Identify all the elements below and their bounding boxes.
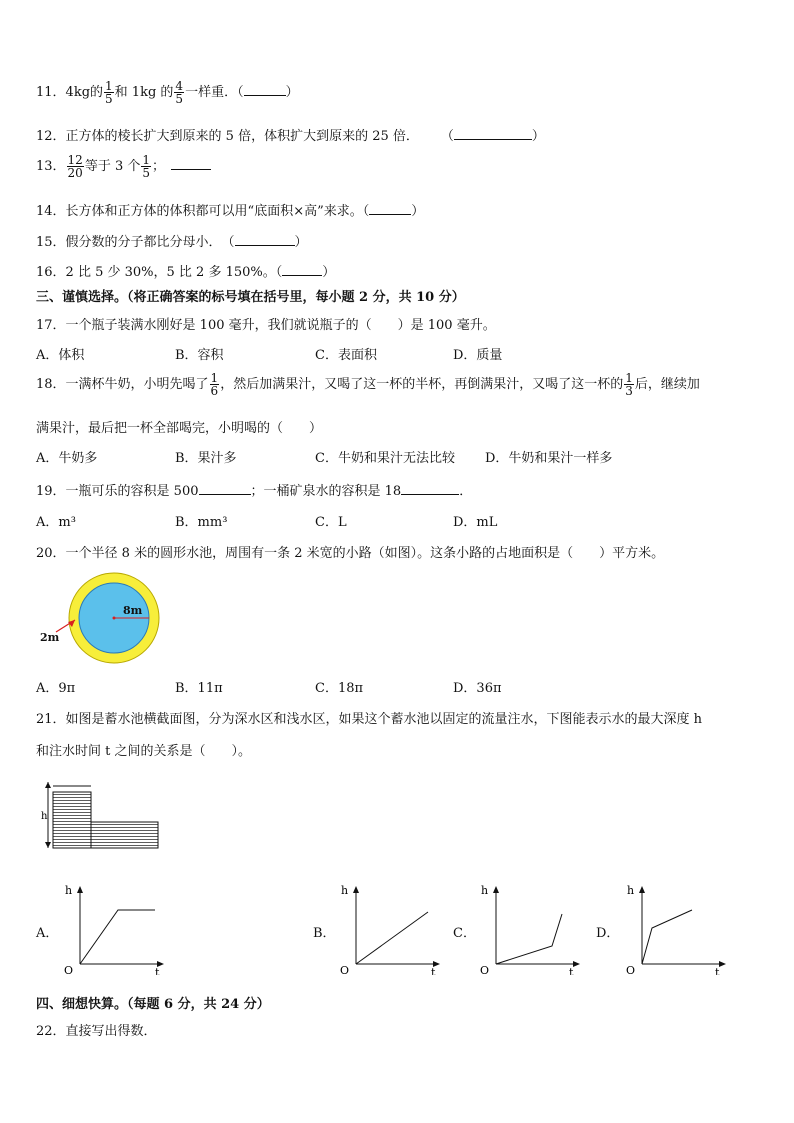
graph-b[interactable] — [336, 880, 446, 975]
svg-text:h: h — [341, 884, 349, 897]
question-17: 17．一个瓶子装满水刚好是 100 毫升，我们就说瓶子的（ ）是 100 毫升。 — [36, 318, 496, 333]
svg-text:h: h — [41, 811, 48, 822]
svg-text:h: h — [627, 884, 635, 897]
option-a[interactable]: A．体积 — [36, 348, 85, 363]
fraction-1-6: $\frac{1}{6}$ — [210, 371, 219, 398]
graph-d[interactable] — [622, 880, 732, 975]
question-22: 22．直接写出得数． — [36, 1024, 157, 1039]
question-20: 20．一个半径 8 米的圆形水池，周围有一条 2 米宽的小路（如图）。这条小路的占地面积是（ ）平方米。 — [36, 546, 665, 561]
answer-blank[interactable] — [282, 264, 322, 276]
svg-text:h: h — [65, 884, 73, 897]
question-21: 21．如图是蓄水池横截面图，分为深水区和浅水区，如果这个蓄水池以固定的流量注水，下图能表示水的最大深度 h — [36, 712, 703, 727]
radius-label: 8m — [123, 604, 143, 617]
option-a[interactable]: A．9π — [36, 681, 76, 696]
section-4-heading: 四、细想快算。（每题 6 分，共 24 分） — [36, 997, 270, 1012]
option-d[interactable]: D．36π — [453, 681, 502, 696]
option-b[interactable]: B．果汁多 — [175, 451, 237, 466]
fraction-1-3: $\frac{1}{3}$ — [625, 371, 633, 398]
answer-blank[interactable] — [199, 483, 251, 495]
svg-text:O: O — [626, 964, 636, 975]
option-b[interactable]: B．mm³ — [175, 515, 228, 530]
graph-c[interactable] — [476, 880, 586, 975]
pond-diagram — [30, 570, 170, 670]
question-12: 12．正方体的棱长扩大到原来的 5 倍，体积扩大到原来的 25 倍． （ ） — [36, 129, 545, 144]
graph-b-line — [356, 912, 428, 964]
option-c[interactable]: C．表面积 — [315, 348, 377, 363]
svg-text:O: O — [340, 964, 350, 975]
option-c[interactable]: C．牛奶和果汁无法比较 — [315, 451, 455, 466]
fraction-1-5: $\frac{1}{5}$ — [105, 79, 113, 106]
question-16: 16．2 比 5 少 30%，5 比 2 多 150%。（ ） — [36, 265, 336, 280]
svg-text:t: t — [715, 966, 720, 975]
question-18-line2: 满果汁，最后把一杯全部喝完，小明喝的（ ） — [36, 421, 323, 436]
reservoir-cross-section — [40, 778, 165, 853]
answer-blank[interactable] — [454, 128, 532, 140]
answer-blank[interactable] — [171, 158, 211, 170]
option-c[interactable]: C．L — [315, 515, 347, 530]
question-11: 11．4kg的 $\frac{1}{5}$ 和 1kg 的 $\frac{4}{5}$ 一样重．（ ） — [36, 79, 299, 106]
svg-text:t: t — [431, 966, 436, 975]
svg-text:h: h — [481, 884, 489, 897]
svg-text:t: t — [569, 966, 574, 975]
option-b[interactable]: B． — [313, 926, 336, 941]
question-13: 13． $\frac{12}{20}$ 等于 3 个 $\frac{1}{5}$ ； — [36, 154, 211, 179]
option-c[interactable]: C．18π — [315, 681, 364, 696]
answer-blank[interactable] — [244, 84, 286, 96]
question-15: 15．假分数的分子都比分母小． （ ） — [36, 235, 308, 250]
answer-blank[interactable] — [369, 203, 411, 215]
width-label: 2m — [40, 631, 60, 644]
option-d[interactable]: D．牛奶和果汁一样多 — [485, 451, 613, 466]
option-c[interactable]: C． — [453, 926, 476, 941]
question-18: 18．一满杯牛奶，小明先喝了 $\frac{1}{6}$ ，然后加满果汁，又喝了这一杯的半杯，再倒满果汁，又喝了这一杯的 $\frac{1}{3}$ 后，继续加 — [36, 371, 700, 398]
option-d[interactable]: D．mL — [453, 515, 498, 530]
question-19: 19．一瓶可乐的容积是 500 ；一桶矿泉水的容积是 18 ． — [36, 484, 473, 499]
fraction-12-20: $\frac{12}{20}$ — [67, 153, 83, 180]
svg-text:O: O — [64, 964, 74, 975]
question-21-line2: 和注水时间 t 之间的关系是（ ）。 — [36, 744, 251, 759]
option-a[interactable]: A．牛奶多 — [36, 451, 98, 466]
fraction-4-5: $\frac{4}{5}$ — [175, 79, 184, 106]
option-d[interactable]: D．质量 — [453, 348, 503, 363]
graph-a[interactable] — [60, 880, 170, 975]
svg-text:O: O — [480, 964, 490, 975]
option-a[interactable]: A．m³ — [36, 515, 76, 530]
svg-text:t: t — [155, 966, 160, 975]
option-b[interactable]: B．容积 — [175, 348, 224, 363]
graph-c-line — [496, 914, 562, 964]
option-d[interactable]: D． — [596, 926, 620, 941]
graph-d-line — [642, 910, 692, 964]
section-3-heading: 三、谨慎选择。（将正确答案的标号填在括号里，每小题 2 分，共 10 分） — [36, 290, 465, 305]
graph-a-line — [80, 910, 155, 964]
question-14: 14．长方体和正方体的体积都可以用“底面积×高”来求。（ ） — [36, 204, 425, 219]
answer-blank[interactable] — [401, 483, 459, 495]
option-b[interactable]: B．11π — [175, 681, 223, 696]
fraction-1-5: $\frac{1}{5}$ — [142, 153, 151, 180]
answer-blank[interactable] — [235, 234, 295, 246]
option-a[interactable]: A． — [36, 926, 59, 941]
